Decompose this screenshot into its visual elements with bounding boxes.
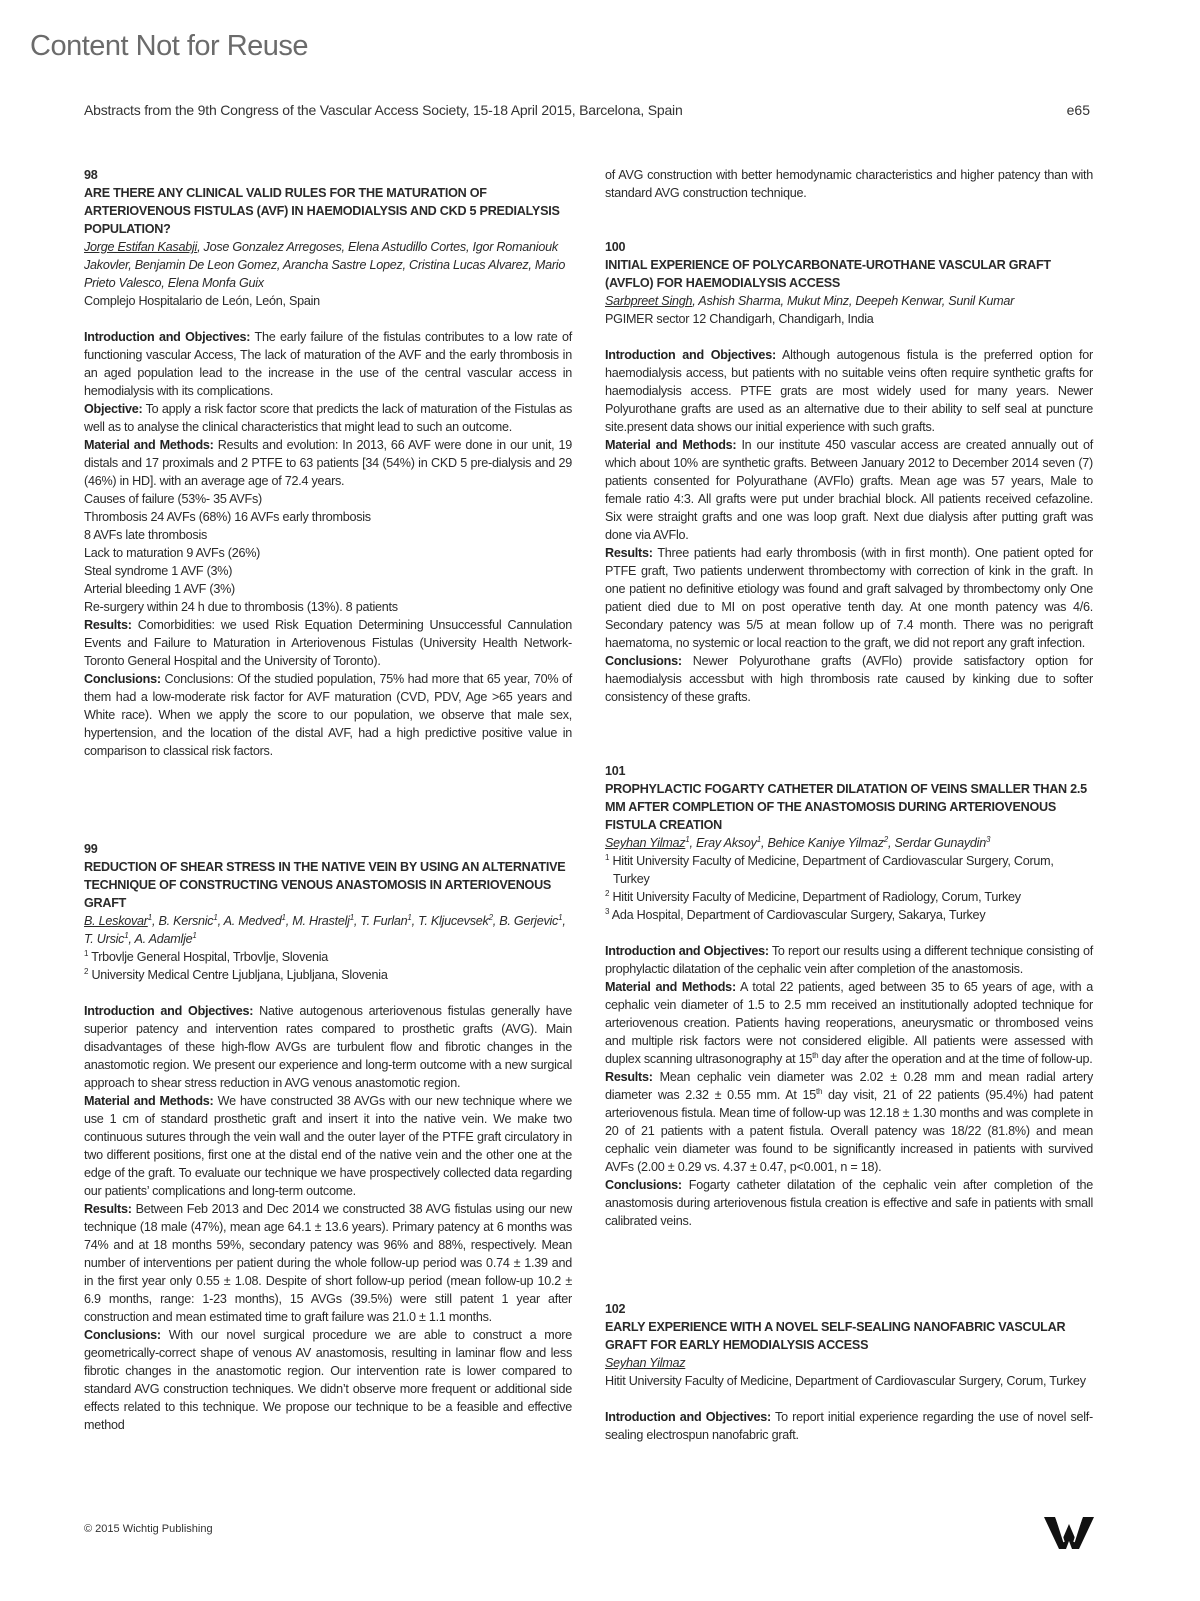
ordinal-sup: th — [815, 1086, 823, 1096]
affiliation-sup: 2 — [84, 966, 89, 976]
author-sup: 1 — [192, 930, 197, 940]
abstract-number: 98 — [84, 168, 98, 182]
co-authors: , Ashish Sharma, Mukut Minz, Deepeh Kenwar, Sunil Kumar — [692, 294, 1015, 308]
author: B. Gerjevic — [499, 914, 559, 928]
methods-line: Steal syndrome 1 AVF (3%) — [84, 564, 233, 578]
affiliation — [605, 906, 1093, 924]
section-text: To report initial experience regarding the use of novel self-sealing electrospun nanofabric graft. — [605, 1410, 1093, 1442]
abstract-number: 101 — [605, 764, 626, 778]
section-conclusions — [84, 670, 572, 760]
section-text: To report our results using a different technique consisting of prophylactic dilatation of the cephalic vein after completion of the anastomosis. — [605, 944, 1093, 976]
author-sup: 2 — [488, 912, 493, 922]
section-label: Material and Methods: — [605, 980, 736, 994]
section-conclusions — [84, 1326, 572, 1434]
section-methods — [605, 978, 1093, 1068]
author-sup: 1 — [756, 834, 761, 844]
section-label: Introduction and Objectives: — [84, 1004, 254, 1018]
section-text: Native autogenous arteriovenous fistulas generally have superior patency and intervention rates compared to prosthetic grafts (AVG). Main disadvantages of these high-flow AVGs are turbulent flow and fibrotic changes in the anastomotic region. We present our experience and long-term outcome with a new surgical approach to shear stress reduction in AVG venous anastomotic region. — [84, 1004, 573, 1090]
ordinal-sup: th — [812, 1050, 819, 1060]
author-sup: 1 — [147, 912, 152, 922]
abstract-101 — [605, 762, 1093, 1230]
methods-line: Re-surgery within 24 h due to thrombosis (13%). 8 patients — [84, 600, 398, 614]
author: T. Furlan — [360, 914, 408, 928]
section-text: To apply a risk factor score that predicts the lack of maturation of the Fistulas as well as to analyse the clinical characteristics that might lead to such an outcome. — [84, 402, 572, 434]
section-intro — [605, 942, 1093, 978]
section-results — [84, 616, 572, 670]
section-intro — [605, 346, 1093, 436]
presenting-author: Seyhan Yilmaz — [605, 836, 686, 850]
section-label: Conclusions: — [84, 1328, 161, 1342]
affiliation: PGIMER sector 12 Chandigarh, Chandigarh, India — [605, 312, 874, 326]
section-label: Conclusions: — [605, 654, 682, 668]
author-list: Seyhan Yilmaz$^1$, Eray Aksoy$^1$, Behice Kaniye Yilmaz$^2$, Serdar Gunaydin$^3$ — [605, 834, 991, 850]
author-sup: 1 — [407, 912, 412, 922]
section-results — [605, 1068, 1093, 1176]
abstract-100 — [605, 238, 1093, 706]
affiliation-text: Ada Hospital, Department of Cardiovascular Surgery, Sakarya, Turkey — [611, 908, 986, 922]
affiliation — [84, 966, 572, 984]
section-label: Material and Methods: — [84, 438, 214, 452]
affiliation: Hitit University Faculty of Medicine, Department of Cardiovascular Surgery, Corum, Turkey — [605, 1374, 1086, 1388]
section-intro — [605, 1408, 1093, 1444]
section-results — [84, 1200, 572, 1326]
section-text: With our novel surgical procedure we are able to construct a more geometrically-correct shape of venous AV anastomosis, resulting in laminar flow and less fibrotic changes in the anastomotic region. Our intervention rate is lower compared to standard AVG construction techniques. We didn’t observe more frequent or additional side effects related to this technique. We propose our technique to be a feasible and effective method — [84, 1328, 573, 1432]
methods-line: Lack to maturation 9 AVFs (26%) — [84, 546, 261, 560]
author: A. Medved — [223, 914, 282, 928]
abstract-99 — [84, 840, 572, 1434]
section-text: Conclusions: Of the studied population, 75% had more that 65 year, 70% of them had a low-moderate risk factor for AVF maturation (CVD, PDV, Age >65 years and White race). When we apply the score to our population, we observe that male sex, hypertension, and the location of the distal AVF, had a high predictive positive value in comparison to classical risk factors. — [84, 672, 573, 758]
section-text: Mean cephalic vein diameter was 2.02 ± 0.28 mm and mean radial artery diameter was 2.32 ± 0.55 mm. At 15 — [605, 1070, 1093, 1102]
section-text: The early failure of the fistulas contributes to a low rate of functioning vascular Access, The lack of maturation of the AVF and the early thrombosis in an aged population lead to the increase in the use of the central vascular access in hemodialysis with its complications. — [84, 330, 572, 398]
abstract-title: REDUCTION OF SHEAR STRESS IN THE NATIVE VEIN BY USING AN ALTERNATIVE TECHNIQUE OF CONSTRUCTING VENOUS ANASTOMOSIS IN ARTERIOVENOUS GRAFT — [84, 860, 566, 910]
methods-line: Arterial bleeding 1 AVF (3%) — [84, 582, 235, 596]
section-objective — [84, 400, 572, 436]
section-text: In our institute 450 vascular access are created annually out of which about 10% are synthetic grafts. Between January 2012 to December 2014 seven (7) patients consented for Polyurathane (AVFlo) grafts. Mean age was 57 years, Male to female ratio 4:3. All grafts were put under brachial block. All patients received cefazoline. Six were straight grafts and one was loop graft. Next due dialysis after putting graft was done via AVFlo. — [605, 438, 1093, 542]
section-label: Material and Methods: — [84, 1094, 214, 1108]
section-text: Although autogenous fistula is the preferred option for haemodialysis access, but patients with no suitable veins often require synthetic grafts for haemodialysis access. PTFE grats are most widely used for many years. Newer Polyurothane grafts are used as an alternative due to their ability to self seal at puncture site.present data shows our initial experience with such grafts. — [605, 348, 1093, 434]
section-label: Introduction and Objectives: — [605, 1410, 771, 1424]
author-sup: 1 — [685, 834, 690, 844]
author: Serdar Gunaydin — [894, 836, 986, 850]
author-list — [84, 238, 572, 292]
affiliation-sup: 1 — [605, 852, 610, 862]
author-sup: 1 — [213, 912, 218, 922]
section-methods — [605, 436, 1093, 544]
abstract-number: 100 — [605, 240, 626, 254]
author-sup: 3 — [985, 834, 991, 844]
author: Eray Aksoy — [696, 836, 757, 850]
section-label: Results: — [605, 1070, 653, 1084]
section-text: Fogarty catheter dilatation of the cephalic vein after completion of the anastomosis during arteriovenous fistula creation is effective and safe in patients with small calibrated veins. — [605, 1178, 1093, 1228]
author: T. Kljucevsek — [418, 914, 489, 928]
affiliation-text: Hitit University Faculty of Medicine, Department of Radiology, Corum, Turkey — [612, 890, 1021, 904]
section-text: Between Feb 2013 and Dec 2014 we constructed 38 AVG fistulas using our new technique (18 male (47%), mean age 64.1 ± 13.6 years). Primary patency at 6 months was 74% and at 18 months 59%, secondary patency was 96% and 88%, respectively. Mean number of interventions per patient during the whole follow-up period was 0.74 ± 1.39 and in the first year only 0.55 ± 1.08. Despite of short follow-up period (mean follow-up 10.2 ± 6.9 months, range: 1-23 months), 15 AVGs (39.5%) were still patent 1 year after construction and mean estimated time to graft failure was 21.0 ± 1.1 months. — [84, 1202, 573, 1324]
methods-line: 8 AVFs late thrombosis — [84, 528, 208, 542]
abstract-98 — [84, 166, 572, 760]
section-text: day after the operation and at the time of follow-up. — [818, 1052, 1093, 1066]
affiliation: Complejo Hospitalario de León, León, Spain — [84, 294, 320, 308]
section-text: We have constructed 38 AVGs with our new technique where we use 1 cm of standard prosthetic graft and insert it into the native vein. We make two continuous sutures through the vein wall and the outer layer of the PTFE graft circulatory in two different positions, first one at the distal end of the native vein and the other one at the edge of the graft. To evaluate our technique we have prospectively collected data regarding our patients’ complications and long-term outcome. — [84, 1094, 573, 1198]
presenting-author: Seyhan Yilmaz — [605, 1356, 686, 1370]
running-head: Abstracts from the 9th Congress of the Vascular Access Society, 15-18 April 2015, Barcelona, Spain — [84, 102, 683, 118]
affiliation-sup: 2 — [605, 888, 610, 898]
copyright-footer: © 2015 Wichtig Publishing — [84, 1523, 213, 1535]
section-label: Objective: — [84, 402, 143, 416]
section-label: Conclusions: — [84, 672, 161, 686]
affiliation — [605, 852, 1093, 888]
page-number: e65 — [1066, 102, 1090, 118]
co-authors: , Jose Gonzalez Arregoses, Elena Astudillo Cortes, Igor Romaniouk Jakovler, Benjamin De Leon Gomez, Arancha Sastre Lopez, Cristina Lucas Alvarez, Mario Prieto Valesco, Elena Monfa Guix — [84, 240, 566, 290]
affiliation-text: Trbovlje General Hospital, Trbovlje, Slovenia — [91, 950, 329, 964]
affiliation — [84, 948, 572, 966]
author-sup: 1 — [349, 912, 354, 922]
section-text: day visit, 21 of 22 patients (95.4%) had patent arteriovenous fistula. Mean time of follow-up was 12.18 ± 1.30 months and was complete in 20 of 21 patients with a patent fistula. Overall patency was 18/22 (81.8%) and mean cephalic vein diameter was found to be significantly increased in patients with survived AVFs (2.00 ± 0.29 vs. 4.37 ± 0.47, p<0.001, n = 18). — [605, 1088, 1093, 1174]
section-label: Introduction and Objectives: — [605, 944, 769, 958]
affiliation-text: Hitit University Faculty of Medicine, Department of Cardiovascular Surgery, Corum, Turkey — [612, 854, 1054, 886]
section-text: Comorbidities: we used Risk Equation Determining Unsuccessful Cannulation Events and Failure to Maturation in Arteriovenous Fistulas (University Health Network-Toronto General Hospital and the University of Toronto). — [84, 618, 572, 668]
author: Behice Kaniye Yilmaz — [767, 836, 884, 850]
section-text: Newer Polyurothane grafts (AVFlo) provide satisfactory option for haemodialysis accessbut with high thrombosis rate caused by kinking due to softer consistency of these grafts. — [605, 654, 1093, 704]
author-sup: 1 — [558, 912, 563, 922]
section-text: Results and evolution: In 2013, 66 AVF were done in our unit, 19 distals and 17 proximals and 2 PTFE to 63 patients [34 (54%) in CKD 5 pre-dialysis and 29 (46%) in HD]. with an average age of 72.4 years. — [84, 438, 573, 488]
methods-line: Thrombosis 24 AVFs (68%) 16 AVFs early thrombosis — [84, 510, 371, 524]
author: T. Ursic — [84, 932, 125, 946]
abstract-number: 102 — [605, 1302, 626, 1316]
section-label: Introduction and Objectives: — [605, 348, 776, 362]
section-methods — [84, 436, 572, 490]
abstract-title: EARLY EXPERIENCE WITH A NOVEL SELF-SEALING NANOFABRIC VASCULAR GRAFT FOR EARLY HEMODIALYSIS ACCESS — [605, 1320, 1066, 1352]
section-label: Conclusions: — [605, 1178, 682, 1192]
section-methods — [84, 1092, 572, 1200]
abstract-102 — [605, 1300, 1093, 1444]
section-intro — [84, 328, 572, 400]
affiliation-sup: 3 — [605, 906, 610, 916]
abstract-title: INITIAL EXPERIENCE OF POLYCARBONATE-UROTHANE VASCULAR GRAFT (AVFLO) FOR HAEMODIALYSIS ACCESS — [605, 258, 1051, 290]
affiliation-text: University Medical Centre Ljubljana, Ljubljana, Slovenia — [91, 968, 388, 982]
section-label: Results: — [605, 546, 653, 560]
author-sup: 1 — [124, 930, 129, 940]
author: B. Kersnic — [158, 914, 214, 928]
author-sup: 2 — [883, 834, 888, 844]
section-label: Introduction and Objectives: — [84, 330, 251, 344]
section-results — [605, 544, 1093, 652]
section-label: Material and Methods: — [605, 438, 737, 452]
abstract-99-continued — [605, 166, 1093, 202]
author: M. Hrastelj — [292, 914, 350, 928]
abstract-title: ARE THERE ANY CLINICAL VALID RULES FOR THE MATURATION OF ARTERIOVENOUS FISTULAS (AVF) IN HAEMODIALYSIS AND CKD 5 PREDIALYSIS POPULATION? — [84, 186, 560, 236]
section-label: Results: — [84, 1202, 132, 1216]
abstract-number: 99 — [84, 842, 98, 856]
abstract-title: PROPHYLACTIC FOGARTY CATHETER DILATATION OF VEINS SMALLER THAN 2.5 MM AFTER COMPLETION OF THE ANASTOMOSIS DURING ARTERIOVENOUS FISTULA CREATION — [605, 782, 1087, 832]
presenting-author: Sarbpreet Singh — [605, 294, 693, 308]
author-list — [605, 292, 1093, 310]
section-conclusions-continued: of AVG construction with better hemodynamic characteristics and higher patency than with standard AVG construction technique. — [605, 168, 1093, 200]
section-intro — [84, 1002, 572, 1092]
watermark: Content Not for Reuse — [30, 30, 309, 62]
section-label: Results: — [84, 618, 132, 632]
section-text: A total 22 patients, aged between 35 to 65 years of age, with a cephalic vein diameter of 1.5 to 2.5 mm received an institutionally adopted technique for arteriovenous creation. Patients having reoperations, aneurysmatic or thrombosed veins and multiple risk factors were not considered eligible. All patients were assessed with duplex scanning ultrasonography at 15 — [605, 980, 1093, 1066]
section-conclusions — [605, 1176, 1093, 1230]
presenting-author: B. Leskovar — [84, 914, 148, 928]
section-conclusions — [605, 652, 1093, 706]
author-list — [605, 1354, 1093, 1372]
author: A. Adamlje — [134, 932, 193, 946]
methods-line: Causes of failure (53%- 35 AVFs) — [84, 492, 262, 506]
presenting-author: Jorge Estifan Kasabji — [84, 240, 198, 254]
author-list: B. Leskovar$^1$, B. Kersnic$^1$, A. Medved$^1$, M. Hrastelj$^1$, T. Furlan$^1$, T. Kljucevsek$^2$, B. Gerjevic$^1$, T. Ursic$^1$, A. Adamlje$^1$ — [84, 912, 566, 946]
wichtig-logo-icon — [1043, 1516, 1095, 1550]
affiliation-sup: 1 — [84, 948, 89, 958]
section-text: Three patients had early thrombosis (with in first month). One patient opted for PTFE graft, Two patients underwent thrombectomy with correction of kink in the graft. In one patient no definitive etiology was found and graft salvaged by thrombectomy only One patient died due to MI on post operative tenth day. At one month patency was 4/6. Secondary patency was 5/5 at mean follow up of 7.4 month. There was no perigraft haematoma, no systemic or local reaction to the graft, we did not report any graft infection. — [605, 546, 1093, 650]
affiliation — [605, 888, 1093, 906]
author-sup: 1 — [281, 912, 286, 922]
